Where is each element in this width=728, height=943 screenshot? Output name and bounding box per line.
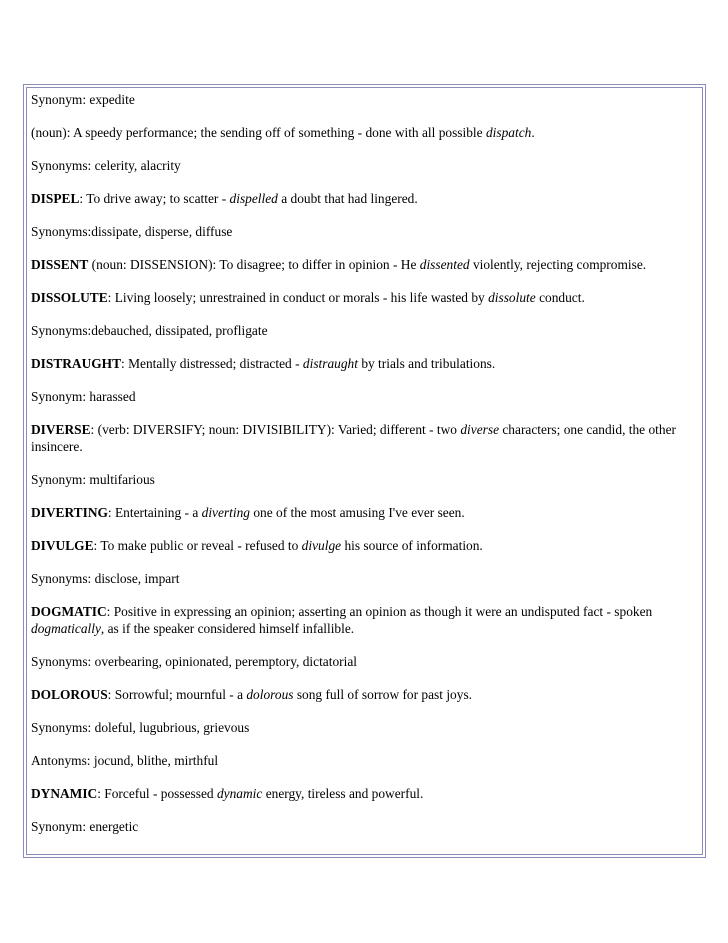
entry-text: : Entertaining - a bbox=[107, 505, 202, 520]
entry-text: : Positive in expressing an opinion; asserting an opinion as though it were an undisputed fact - spoken bbox=[106, 604, 653, 619]
entry-text: Synonyms: celerity, alacrity bbox=[31, 158, 181, 173]
entry-paragraph bbox=[31, 388, 698, 405]
vocabulary-frame bbox=[23, 84, 706, 858]
entry-paragraph bbox=[31, 537, 698, 554]
entry-term: DISSOLUTE bbox=[31, 290, 108, 305]
entry-text: Antonyms: jocund, blithe, mirthful bbox=[31, 753, 219, 768]
entry-text: Synonym: harassed bbox=[31, 389, 136, 404]
example-word: dolorous bbox=[246, 687, 294, 702]
entry-text: . bbox=[531, 125, 535, 140]
entry-text: his source of information. bbox=[341, 538, 483, 553]
entry-text: conduct. bbox=[535, 290, 585, 305]
entry-text: : (verb: DIVERSIFY; noun: DIVISIBILITY): Varied; different - two bbox=[90, 422, 461, 437]
entry-text: by trials and tribulations. bbox=[357, 356, 496, 371]
entry-term: DISTRAUGHT bbox=[31, 356, 122, 371]
entry-text: : Mentally distressed; distracted - bbox=[121, 356, 303, 371]
entry-paragraph bbox=[31, 421, 698, 455]
entry-term: DIVULGE bbox=[31, 538, 94, 553]
example-word: dynamic bbox=[216, 786, 263, 801]
entry-term: DOGMATIC bbox=[31, 604, 107, 619]
entry-paragraph bbox=[31, 157, 698, 174]
entry-paragraph bbox=[31, 91, 698, 108]
entry-text: : Sorrowful; mournful - a bbox=[107, 687, 247, 702]
entry-text: Synonym: multifarious bbox=[31, 472, 155, 487]
entry-term: DISPEL bbox=[31, 191, 80, 206]
entry-paragraph bbox=[31, 686, 698, 703]
entry-paragraph bbox=[31, 785, 698, 802]
entry-paragraph bbox=[31, 322, 698, 339]
entry-text: Synonyms:dissipate, disperse, diffuse bbox=[31, 224, 233, 239]
entry-text: : To drive away; to scatter - bbox=[79, 191, 230, 206]
entry-paragraph bbox=[31, 504, 698, 521]
example-word: distraught bbox=[302, 356, 358, 371]
example-word: dispatch bbox=[485, 125, 532, 140]
example-word: dissented bbox=[419, 257, 470, 272]
entry-term: DIVERTING bbox=[31, 505, 108, 520]
entry-text: song full of sorrow for past joys. bbox=[293, 687, 473, 702]
entry-text: Synonym: energetic bbox=[31, 819, 139, 834]
entry-text: Synonyms: overbearing, opinionated, peremptory, dictatorial bbox=[31, 654, 358, 669]
entry-text: Synonyms:debauched, dissipated, profligate bbox=[31, 323, 268, 338]
entry-paragraph bbox=[31, 256, 698, 273]
entry-paragraph bbox=[31, 653, 698, 670]
example-word: dogmatically bbox=[31, 621, 101, 636]
entry-text: energy, tireless and powerful. bbox=[262, 786, 424, 801]
example-word: dissolute bbox=[488, 290, 536, 305]
entry-text: , as if the speaker considered himself infallible. bbox=[100, 621, 355, 636]
entry-text: : To make public or reveal - refused to bbox=[93, 538, 302, 553]
entry-paragraph bbox=[31, 355, 698, 372]
example-word: diverting bbox=[201, 505, 250, 520]
entry-text: : Forceful - possessed bbox=[97, 786, 217, 801]
example-word: dispelled bbox=[229, 191, 278, 206]
entry-text: a doubt that had lingered. bbox=[277, 191, 418, 206]
entry-paragraph bbox=[31, 719, 698, 736]
entry-text: (noun): A speedy performance; the sending off of something - done with all possible bbox=[31, 125, 486, 140]
entry-text: Synonym: expedite bbox=[31, 92, 135, 107]
entry-text: : Living loosely; unrestrained in conduct or morals - his life wasted by bbox=[107, 290, 489, 305]
entry-paragraph bbox=[31, 471, 698, 488]
entry-paragraph bbox=[31, 603, 698, 637]
entry-term: DYNAMIC bbox=[31, 786, 98, 801]
entry-paragraph bbox=[31, 752, 698, 769]
entry-term: DISSENT bbox=[31, 257, 89, 272]
example-word: divulge bbox=[301, 538, 342, 553]
entry-text: (noun: DISSENSION): To disagree; to differ in opinion - He bbox=[88, 257, 420, 272]
entry-text: characters; one candid, the other insincere. bbox=[31, 422, 676, 454]
entry-paragraph bbox=[31, 289, 698, 306]
entry-paragraph bbox=[31, 223, 698, 240]
entry-text: one of the most amusing I've ever seen. bbox=[249, 505, 465, 520]
entry-text: Synonyms: doleful, lugubrious, grievous bbox=[31, 720, 250, 735]
entry-paragraph bbox=[31, 818, 698, 835]
example-word: diverse bbox=[460, 422, 500, 437]
entry-term: DIVERSE bbox=[31, 422, 91, 437]
entry-paragraph bbox=[31, 570, 698, 587]
entry-text: Synonyms: disclose, impart bbox=[31, 571, 180, 586]
entry-term: DOLOROUS bbox=[31, 687, 108, 702]
entry-text: violently, rejecting compromise. bbox=[469, 257, 647, 272]
entry-list bbox=[26, 87, 703, 855]
entry-paragraph bbox=[31, 190, 698, 207]
entry-paragraph bbox=[31, 124, 698, 141]
